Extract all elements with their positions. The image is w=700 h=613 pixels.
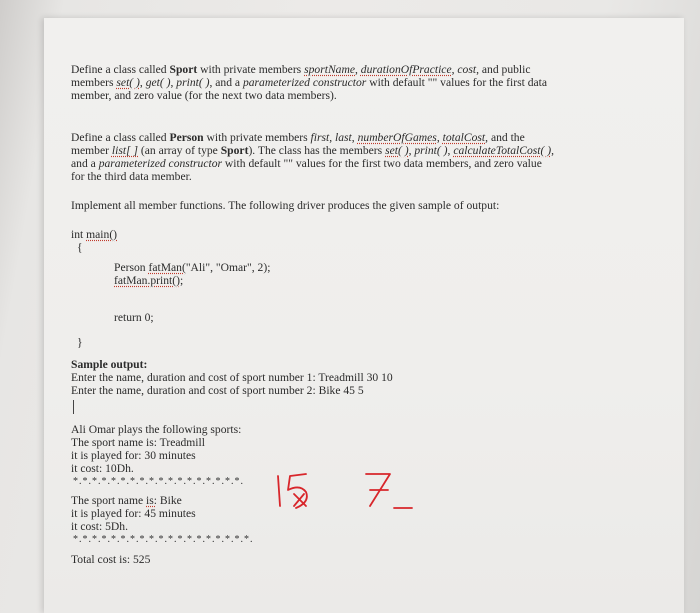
sample-line3: Ali Omar plays the following sports: <box>71 423 242 436</box>
sample-line1: Enter the name, duration and cost of sport number 1: Treadmill 30 10 <box>71 371 393 384</box>
sample-line6: it cost: 10Dh. <box>71 462 134 475</box>
separator-dots-1: *.*.*.*.*.*.*.*.*.*.*.*.*.*.*.*.*.*. <box>73 476 244 487</box>
sample-line8: it is played for: 45 minutes <box>71 507 196 520</box>
para2-line1: Define a class called Person with private members first, last, numberOfGames, totalCost, and the <box>71 131 525 144</box>
code-line1: Person fatMan("Ali", "Omar", 2); <box>114 261 271 274</box>
para2-line4: for the third data member. <box>71 170 192 183</box>
para1-line1: Define a class called Sport with private members sportName, durationOfPractice, cost, and public <box>71 63 531 76</box>
sample-line4: The sport name is: Treadmill <box>71 436 205 449</box>
para2-line2: member list[ ] (an array of type Sport). The class has the members set( ), print( ), calculateTotalCost( ), <box>71 144 555 157</box>
para2-line3: and a parameterized constructor with default "" values for the first two data members, and zero value <box>71 157 542 170</box>
sample-line7: The sport name is: Bike <box>71 494 182 507</box>
handwritten-scribble-stroke <box>294 494 306 506</box>
code-return: return 0; <box>114 311 154 324</box>
code-line2: fatMan.print(); <box>114 274 184 287</box>
code-brace-close: } <box>77 336 83 349</box>
sample-total: Total cost is: 525 <box>71 553 151 566</box>
sample-line5: it is played for: 30 minutes <box>71 449 196 462</box>
document-page <box>44 18 684 613</box>
handwritten-grade-marks <box>266 466 436 526</box>
para1-line2: members set( ), get( ), print( ), and a parameterized constructor with default "" values for the first data <box>71 76 548 89</box>
code-main: int main() <box>71 228 118 241</box>
para1-line3: member, and zero value (for the next two data members). <box>71 89 337 102</box>
sample-line9: it cost: 5Dh. <box>71 520 129 533</box>
sample-line2: Enter the name, duration and cost of sport number 2: Bike 45 5 <box>71 384 364 397</box>
handwritten-one-stroke <box>278 476 280 506</box>
text-cursor <box>73 400 74 414</box>
separator-dots-2: *.*.*.*.*.*.*.*.*.*.*.*.*.*.*.*.*.*.*. <box>73 534 254 545</box>
code-brace-open: { <box>77 241 83 254</box>
sample-heading: Sample output: <box>71 358 148 371</box>
para3: Implement all member functions. The following driver produces the given sample of output: <box>71 199 500 212</box>
